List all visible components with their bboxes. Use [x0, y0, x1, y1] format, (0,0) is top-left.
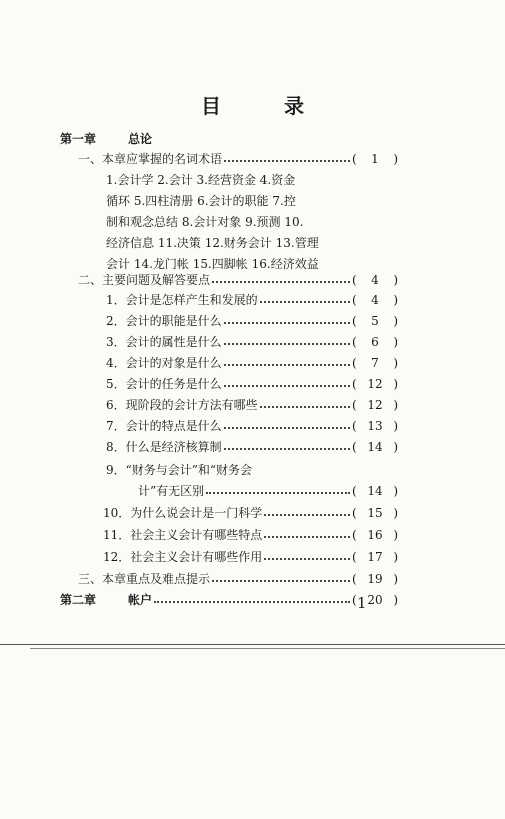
chapter-1-title: 总论: [128, 132, 153, 146]
toc-entry-sec2[interactable]: [78, 270, 398, 290]
toc-entry[interactable]: 计”有无区别 ( 14 ): [138, 484, 398, 498]
toc-entry-chapter-2[interactable]: 第二章 帐户 ( 20 ): [60, 590, 398, 610]
toc-entry-line: 9．“财务与会计”和“财务会: [106, 463, 253, 477]
terms-line: 经济信息 11.决策 12.财务会计 13.管理: [106, 236, 319, 250]
terms-line: 循环 5.四柱清册 6.会计的职能 7.控: [106, 194, 296, 208]
chapter-1-label: [60, 129, 152, 149]
terms-line: 制和观念总结 8.会计对象 9.预测 10.: [106, 215, 304, 229]
terms-list: [106, 170, 356, 275]
toc-entry[interactable]: 10．为什么说会计是一门科学 ( 15 ): [103, 506, 398, 520]
terms-line: 1.会计学 2.会计 3.经营资金 4.资金: [106, 173, 296, 187]
page-number: 1: [357, 594, 367, 612]
toc-entry[interactable]: 1．会计是怎样产生和发展的 ( 4 ): [106, 293, 398, 307]
dot-leader: [224, 160, 350, 162]
toc-entry[interactable]: 3．会计的属性是什么 ( 6 ): [106, 335, 398, 349]
toc-entry-text: 一、本章应掌握的名词术语: [78, 152, 223, 166]
divider: [0, 644, 505, 645]
chapter-2-title: 帐户: [128, 593, 153, 607]
toc-entry-sec1[interactable]: [78, 149, 398, 169]
page-title: 目 录: [201, 94, 332, 118]
toc-page: ( 4 ): [352, 273, 398, 287]
toc-entry[interactable]: 7．会计的特点是什么 ( 13 ): [106, 419, 398, 433]
dot-leader: [212, 281, 350, 283]
toc-page: ( 1 ): [352, 152, 398, 166]
toc-entry-sec3[interactable]: 三、本章重点及难点提示 ( 19 ): [78, 572, 398, 586]
chapter-1-number: 第一章: [60, 132, 97, 146]
toc-entry[interactable]: 12．社会主义会计有哪些作用 ( 17 ): [103, 550, 398, 564]
toc-entry-text: 二、主要问题及解答要点: [78, 273, 211, 287]
divider: [30, 648, 505, 649]
toc-entry[interactable]: 6．现阶段的会计方法有哪些 ( 12 ): [106, 398, 398, 412]
toc-entry[interactable]: 4．会计的对象是什么 ( 7 ): [106, 356, 398, 370]
terms-line: 会计 14.龙门帐 15.四脚帐 16.经济效益: [106, 257, 319, 271]
toc-entry[interactable]: 2．会计的职能是什么 ( 5 ): [106, 314, 398, 328]
toc-entry[interactable]: 5．会计的任务是什么 ( 12 ): [106, 377, 398, 391]
chapter-2-number: 第二章: [60, 593, 97, 607]
toc-entry[interactable]: 11．社会主义会计有哪些特点 ( 16 ): [103, 528, 398, 542]
toc-entry[interactable]: 8．什么是经济核算制 ( 14 ): [106, 440, 398, 454]
